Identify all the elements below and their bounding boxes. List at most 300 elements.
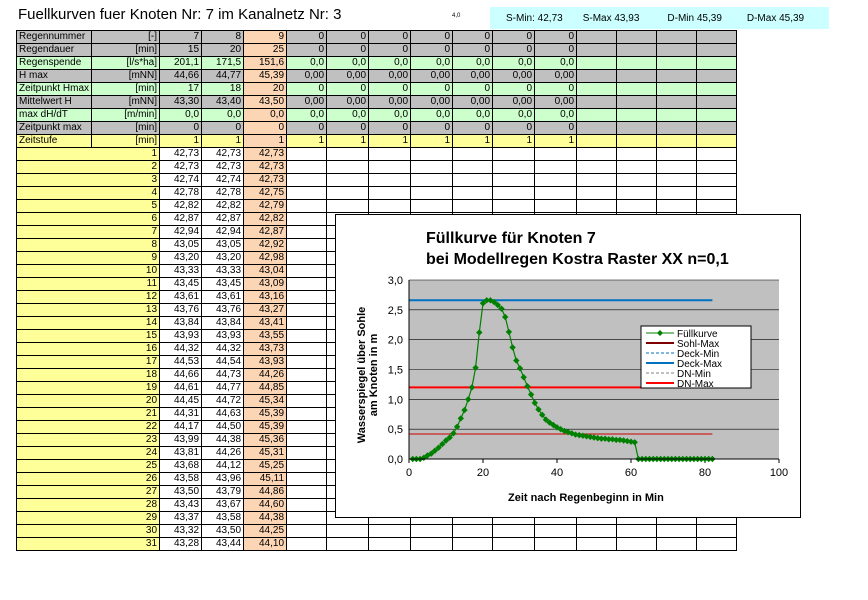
empty-cell[interactable] xyxy=(617,44,657,57)
level-value-cell[interactable]: 43,50 xyxy=(160,486,202,499)
param-value-cell[interactable]: 1 xyxy=(493,135,535,148)
empty-cell[interactable] xyxy=(657,70,697,83)
level-value-cell[interactable]: 42,75 xyxy=(244,187,287,200)
param-value-cell[interactable]: 0 xyxy=(453,31,493,44)
empty-cell[interactable] xyxy=(535,148,577,161)
empty-cell[interactable] xyxy=(327,187,369,200)
empty-cell[interactable] xyxy=(287,265,327,278)
level-value-cell[interactable]: 44,86 xyxy=(244,486,287,499)
empty-cell[interactable] xyxy=(657,538,697,551)
level-value-cell[interactable]: 44,38 xyxy=(202,434,244,447)
param-value-cell[interactable]: 0 xyxy=(327,44,369,57)
empty-cell[interactable] xyxy=(697,187,737,200)
empty-cell[interactable] xyxy=(657,96,697,109)
time-step-cell[interactable]: 19 xyxy=(17,382,160,395)
param-value-cell[interactable]: 43,40 xyxy=(202,96,244,109)
empty-cell[interactable] xyxy=(287,525,327,538)
time-step-cell[interactable]: 21 xyxy=(17,408,160,421)
empty-cell[interactable] xyxy=(287,226,327,239)
empty-cell[interactable] xyxy=(697,109,737,122)
param-value-cell[interactable]: 0,00 xyxy=(287,70,327,83)
param-value-cell[interactable]: 0 xyxy=(287,83,327,96)
level-value-cell[interactable]: 44,66 xyxy=(160,369,202,382)
empty-cell[interactable] xyxy=(493,174,535,187)
empty-cell[interactable] xyxy=(617,161,657,174)
param-value-cell[interactable]: 43,30 xyxy=(160,96,202,109)
level-value-cell[interactable]: 43,41 xyxy=(244,317,287,330)
time-step-cell[interactable]: 1 xyxy=(17,148,160,161)
level-value-cell[interactable]: 43,43 xyxy=(160,499,202,512)
param-value-cell[interactable]: 0,0 xyxy=(287,57,327,70)
level-value-cell[interactable]: 44,26 xyxy=(202,447,244,460)
level-value-cell[interactable]: 44,60 xyxy=(244,499,287,512)
param-value-cell[interactable]: 0,0 xyxy=(327,109,369,122)
empty-cell[interactable] xyxy=(453,161,493,174)
level-value-cell[interactable]: 43,99 xyxy=(160,434,202,447)
level-value-cell[interactable]: 43,84 xyxy=(160,317,202,330)
time-step-cell[interactable]: 29 xyxy=(17,512,160,525)
empty-cell[interactable] xyxy=(617,148,657,161)
time-step-cell[interactable]: 10 xyxy=(17,265,160,278)
empty-cell[interactable] xyxy=(617,31,657,44)
empty-cell[interactable] xyxy=(287,447,327,460)
level-value-cell[interactable]: 43,84 xyxy=(202,317,244,330)
param-label[interactable]: Zeitstufe xyxy=(17,135,92,148)
param-value-cell[interactable]: 0,00 xyxy=(411,70,453,83)
empty-cell[interactable] xyxy=(617,96,657,109)
param-label[interactable]: Mittelwert H xyxy=(17,96,92,109)
param-value-cell[interactable]: 0 xyxy=(535,122,577,135)
time-step-cell[interactable]: 12 xyxy=(17,291,160,304)
param-value-cell[interactable]: 0 xyxy=(202,122,244,135)
empty-cell[interactable] xyxy=(287,356,327,369)
level-value-cell[interactable]: 42,87 xyxy=(202,213,244,226)
empty-cell[interactable] xyxy=(287,395,327,408)
param-value-cell[interactable]: 0 xyxy=(493,31,535,44)
level-value-cell[interactable]: 43,61 xyxy=(202,291,244,304)
level-value-cell[interactable]: 42,82 xyxy=(244,213,287,226)
empty-cell[interactable] xyxy=(617,57,657,70)
param-value-cell[interactable]: 0 xyxy=(327,83,369,96)
param-value-cell[interactable]: 0 xyxy=(327,122,369,135)
empty-cell[interactable] xyxy=(617,174,657,187)
empty-cell[interactable] xyxy=(411,200,453,213)
empty-cell[interactable] xyxy=(697,538,737,551)
param-value-cell[interactable]: 1 xyxy=(327,135,369,148)
empty-cell[interactable] xyxy=(577,109,617,122)
level-value-cell[interactable]: 44,26 xyxy=(244,369,287,382)
empty-cell[interactable] xyxy=(577,187,617,200)
level-value-cell[interactable]: 42,87 xyxy=(160,213,202,226)
time-step-cell[interactable]: 31 xyxy=(17,538,160,551)
param-value-cell[interactable]: 0,0 xyxy=(411,109,453,122)
param-value-cell[interactable]: 0 xyxy=(287,122,327,135)
empty-cell[interactable] xyxy=(287,278,327,291)
time-step-cell[interactable]: 26 xyxy=(17,473,160,486)
empty-cell[interactable] xyxy=(287,330,327,343)
param-value-cell[interactable]: 0,0 xyxy=(453,109,493,122)
level-value-cell[interactable]: 44,38 xyxy=(244,512,287,525)
empty-cell[interactable] xyxy=(493,538,535,551)
empty-cell[interactable] xyxy=(657,161,697,174)
empty-cell[interactable] xyxy=(287,421,327,434)
param-value-cell[interactable]: 1 xyxy=(453,135,493,148)
time-step-cell[interactable]: 28 xyxy=(17,499,160,512)
param-value-cell[interactable]: 0,00 xyxy=(369,96,411,109)
param-value-cell[interactable]: 0,0 xyxy=(202,109,244,122)
level-value-cell[interactable]: 42,73 xyxy=(202,148,244,161)
empty-cell[interactable] xyxy=(697,525,737,538)
level-value-cell[interactable]: 42,94 xyxy=(202,226,244,239)
param-unit[interactable]: [mNN] xyxy=(92,70,160,83)
param-value-cell[interactable]: 0,00 xyxy=(535,96,577,109)
empty-cell[interactable] xyxy=(287,317,327,330)
level-value-cell[interactable]: 43,05 xyxy=(202,239,244,252)
param-value-cell[interactable]: 0,0 xyxy=(327,57,369,70)
chart-box[interactable] xyxy=(335,214,801,518)
empty-cell[interactable] xyxy=(577,122,617,135)
param-label[interactable]: Zeitpunkt Hmax xyxy=(17,83,92,96)
empty-cell[interactable] xyxy=(411,148,453,161)
empty-cell[interactable] xyxy=(617,525,657,538)
param-label[interactable]: H max xyxy=(17,70,92,83)
empty-cell[interactable] xyxy=(327,174,369,187)
empty-cell[interactable] xyxy=(657,200,697,213)
empty-cell[interactable] xyxy=(617,109,657,122)
param-value-cell[interactable]: 0,0 xyxy=(535,109,577,122)
level-value-cell[interactable]: 43,05 xyxy=(160,239,202,252)
empty-cell[interactable] xyxy=(577,70,617,83)
param-value-cell[interactable]: 0 xyxy=(493,122,535,135)
empty-cell[interactable] xyxy=(287,538,327,551)
param-value-cell[interactable]: 0,00 xyxy=(453,96,493,109)
empty-cell[interactable] xyxy=(369,161,411,174)
empty-cell[interactable] xyxy=(369,148,411,161)
empty-cell[interactable] xyxy=(535,187,577,200)
level-value-cell[interactable]: 43,61 xyxy=(160,291,202,304)
level-value-cell[interactable]: 45,36 xyxy=(244,434,287,447)
level-value-cell[interactable]: 43,73 xyxy=(244,343,287,356)
empty-cell[interactable] xyxy=(697,96,737,109)
time-step-cell[interactable]: 14 xyxy=(17,317,160,330)
param-label[interactable]: max dH/dT xyxy=(17,109,92,122)
empty-cell[interactable] xyxy=(287,486,327,499)
level-value-cell[interactable]: 43,68 xyxy=(160,460,202,473)
level-value-cell[interactable]: 42,78 xyxy=(202,187,244,200)
level-value-cell[interactable]: 42,82 xyxy=(160,200,202,213)
level-value-cell[interactable]: 42,73 xyxy=(202,161,244,174)
empty-cell[interactable] xyxy=(453,200,493,213)
empty-cell[interactable] xyxy=(287,512,327,525)
empty-cell[interactable] xyxy=(287,473,327,486)
level-value-cell[interactable]: 43,76 xyxy=(202,304,244,317)
level-value-cell[interactable]: 44,61 xyxy=(160,382,202,395)
empty-cell[interactable] xyxy=(287,369,327,382)
empty-cell[interactable] xyxy=(287,460,327,473)
empty-cell[interactable] xyxy=(617,135,657,148)
time-step-cell[interactable]: 27 xyxy=(17,486,160,499)
param-value-cell[interactable]: 0,00 xyxy=(411,96,453,109)
level-value-cell[interactable]: 44,31 xyxy=(160,408,202,421)
empty-cell[interactable] xyxy=(657,122,697,135)
param-value-cell[interactable]: 0,00 xyxy=(493,96,535,109)
empty-cell[interactable] xyxy=(493,148,535,161)
param-value-cell[interactable]: 0,00 xyxy=(327,70,369,83)
level-value-cell[interactable]: 44,10 xyxy=(244,538,287,551)
empty-cell[interactable] xyxy=(287,200,327,213)
param-value-cell[interactable]: 44,66 xyxy=(160,70,202,83)
empty-cell[interactable] xyxy=(617,83,657,96)
level-value-cell[interactable]: 42,74 xyxy=(160,174,202,187)
empty-cell[interactable] xyxy=(411,187,453,200)
empty-cell[interactable] xyxy=(617,122,657,135)
level-value-cell[interactable]: 44,45 xyxy=(160,395,202,408)
empty-cell[interactable] xyxy=(327,200,369,213)
level-value-cell[interactable]: 44,85 xyxy=(244,382,287,395)
level-value-cell[interactable]: 43,93 xyxy=(244,356,287,369)
time-step-cell[interactable]: 4 xyxy=(17,187,160,200)
level-value-cell[interactable]: 44,73 xyxy=(202,369,244,382)
time-step-cell[interactable]: 24 xyxy=(17,447,160,460)
time-step-cell[interactable]: 2 xyxy=(17,161,160,174)
level-value-cell[interactable]: 42,87 xyxy=(244,226,287,239)
param-value-cell[interactable]: 7 xyxy=(160,31,202,44)
level-value-cell[interactable]: 45,31 xyxy=(244,447,287,460)
param-value-cell[interactable]: 0,00 xyxy=(493,70,535,83)
param-value-cell[interactable]: 0,00 xyxy=(535,70,577,83)
empty-cell[interactable] xyxy=(577,538,617,551)
level-value-cell[interactable]: 44,50 xyxy=(202,421,244,434)
param-value-cell[interactable]: 1 xyxy=(160,135,202,148)
param-value-cell[interactable]: 0,0 xyxy=(411,57,453,70)
level-value-cell[interactable]: 42,73 xyxy=(244,174,287,187)
empty-cell[interactable] xyxy=(617,538,657,551)
empty-cell[interactable] xyxy=(411,161,453,174)
empty-cell[interactable] xyxy=(453,525,493,538)
level-value-cell[interactable]: 43,93 xyxy=(202,330,244,343)
time-step-cell[interactable]: 6 xyxy=(17,213,160,226)
level-value-cell[interactable]: 42,78 xyxy=(160,187,202,200)
param-value-cell[interactable]: 0 xyxy=(493,44,535,57)
time-step-cell[interactable]: 13 xyxy=(17,304,160,317)
param-value-cell[interactable]: 0 xyxy=(411,31,453,44)
empty-cell[interactable] xyxy=(657,109,697,122)
empty-cell[interactable] xyxy=(369,187,411,200)
level-value-cell[interactable]: 43,81 xyxy=(160,447,202,460)
empty-cell[interactable] xyxy=(327,148,369,161)
level-value-cell[interactable]: 44,53 xyxy=(160,356,202,369)
level-value-cell[interactable]: 43,27 xyxy=(244,304,287,317)
empty-cell[interactable] xyxy=(657,31,697,44)
param-value-cell[interactable]: 0 xyxy=(411,122,453,135)
level-value-cell[interactable]: 43,28 xyxy=(160,538,202,551)
empty-cell[interactable] xyxy=(287,291,327,304)
time-step-cell[interactable]: 18 xyxy=(17,369,160,382)
empty-cell[interactable] xyxy=(697,57,737,70)
param-unit[interactable]: [-] xyxy=(92,31,160,44)
level-value-cell[interactable]: 44,72 xyxy=(202,395,244,408)
level-value-cell[interactable]: 43,44 xyxy=(202,538,244,551)
empty-cell[interactable] xyxy=(657,187,697,200)
empty-cell[interactable] xyxy=(453,538,493,551)
empty-cell[interactable] xyxy=(411,538,453,551)
level-value-cell[interactable]: 43,67 xyxy=(202,499,244,512)
empty-cell[interactable] xyxy=(577,148,617,161)
param-value-cell[interactable]: 0,0 xyxy=(287,109,327,122)
empty-cell[interactable] xyxy=(697,148,737,161)
param-value-cell[interactable]: 0,0 xyxy=(493,57,535,70)
level-value-cell[interactable]: 44,12 xyxy=(202,460,244,473)
empty-cell[interactable] xyxy=(577,31,617,44)
param-value-cell[interactable]: 0,00 xyxy=(369,70,411,83)
time-step-cell[interactable]: 23 xyxy=(17,434,160,447)
empty-cell[interactable] xyxy=(657,83,697,96)
empty-cell[interactable] xyxy=(327,525,369,538)
empty-cell[interactable] xyxy=(369,174,411,187)
level-value-cell[interactable]: 43,45 xyxy=(202,278,244,291)
param-value-cell[interactable]: 0 xyxy=(287,31,327,44)
time-step-cell[interactable]: 22 xyxy=(17,421,160,434)
empty-cell[interactable] xyxy=(657,174,697,187)
empty-cell[interactable] xyxy=(287,213,327,226)
param-value-cell[interactable]: 171,5 xyxy=(202,57,244,70)
level-value-cell[interactable]: 43,50 xyxy=(202,525,244,538)
param-value-cell[interactable]: 0 xyxy=(453,44,493,57)
empty-cell[interactable] xyxy=(453,187,493,200)
empty-cell[interactable] xyxy=(287,174,327,187)
empty-cell[interactable] xyxy=(287,148,327,161)
empty-cell[interactable] xyxy=(657,148,697,161)
param-value-cell[interactable]: 44,77 xyxy=(202,70,244,83)
level-value-cell[interactable]: 43,20 xyxy=(160,252,202,265)
param-value-cell[interactable]: 0 xyxy=(453,83,493,96)
empty-cell[interactable] xyxy=(327,538,369,551)
level-value-cell[interactable]: 44,77 xyxy=(202,382,244,395)
param-value-cell[interactable]: 0,0 xyxy=(160,109,202,122)
level-value-cell[interactable]: 42,94 xyxy=(160,226,202,239)
level-value-cell[interactable]: 44,32 xyxy=(160,343,202,356)
param-unit[interactable]: [mNN] xyxy=(92,96,160,109)
empty-cell[interactable] xyxy=(493,187,535,200)
level-value-cell[interactable]: 43,09 xyxy=(244,278,287,291)
empty-cell[interactable] xyxy=(577,57,617,70)
level-value-cell[interactable]: 45,11 xyxy=(244,473,287,486)
time-step-cell[interactable]: 30 xyxy=(17,525,160,538)
param-value-cell[interactable]: 0 xyxy=(369,31,411,44)
time-step-cell[interactable]: 16 xyxy=(17,343,160,356)
param-value-cell[interactable]: 0,0 xyxy=(493,109,535,122)
time-step-cell[interactable]: 5 xyxy=(17,200,160,213)
time-step-cell[interactable]: 15 xyxy=(17,330,160,343)
empty-cell[interactable] xyxy=(287,239,327,252)
level-value-cell[interactable]: 45,34 xyxy=(244,395,287,408)
empty-cell[interactable] xyxy=(287,408,327,421)
empty-cell[interactable] xyxy=(617,70,657,83)
empty-cell[interactable] xyxy=(697,122,737,135)
empty-cell[interactable] xyxy=(327,161,369,174)
param-unit[interactable]: [min] xyxy=(92,44,160,57)
param-value-cell[interactable]: 17 xyxy=(160,83,202,96)
empty-cell[interactable] xyxy=(287,304,327,317)
level-value-cell[interactable]: 42,92 xyxy=(244,239,287,252)
param-unit[interactable]: [min] xyxy=(92,135,160,148)
empty-cell[interactable] xyxy=(577,174,617,187)
empty-cell[interactable] xyxy=(657,525,697,538)
empty-cell[interactable] xyxy=(493,200,535,213)
param-unit[interactable]: [min] xyxy=(92,122,160,135)
param-value-cell[interactable]: 0,0 xyxy=(369,57,411,70)
empty-cell[interactable] xyxy=(657,57,697,70)
param-value-cell[interactable]: 0 xyxy=(493,83,535,96)
param-value-cell[interactable]: 0,0 xyxy=(369,109,411,122)
level-value-cell[interactable]: 43,55 xyxy=(244,330,287,343)
level-value-cell[interactable]: 43,45 xyxy=(160,278,202,291)
empty-cell[interactable] xyxy=(287,499,327,512)
param-label[interactable]: Regennummer xyxy=(17,31,92,44)
param-value-cell[interactable]: 1 xyxy=(202,135,244,148)
level-value-cell[interactable]: 43,93 xyxy=(160,330,202,343)
empty-cell[interactable] xyxy=(287,343,327,356)
param-value-cell[interactable]: 0,00 xyxy=(327,96,369,109)
level-value-cell[interactable]: 42,74 xyxy=(202,174,244,187)
empty-cell[interactable] xyxy=(287,382,327,395)
level-value-cell[interactable]: 44,25 xyxy=(244,525,287,538)
empty-cell[interactable] xyxy=(287,187,327,200)
empty-cell[interactable] xyxy=(657,135,697,148)
empty-cell[interactable] xyxy=(577,200,617,213)
param-label[interactable]: Zeitpunkt max xyxy=(17,122,92,135)
time-step-cell[interactable]: 11 xyxy=(17,278,160,291)
param-value-cell[interactable]: 45,39 xyxy=(244,70,287,83)
level-value-cell[interactable]: 44,32 xyxy=(202,343,244,356)
empty-cell[interactable] xyxy=(577,525,617,538)
empty-cell[interactable] xyxy=(577,135,617,148)
level-value-cell[interactable]: 45,25 xyxy=(244,460,287,473)
param-value-cell[interactable]: 0 xyxy=(453,122,493,135)
param-value-cell[interactable]: 0 xyxy=(411,83,453,96)
empty-cell[interactable] xyxy=(577,83,617,96)
level-value-cell[interactable]: 43,33 xyxy=(160,265,202,278)
empty-cell[interactable] xyxy=(287,434,327,447)
param-value-cell[interactable]: 20 xyxy=(202,44,244,57)
param-value-cell[interactable]: 0 xyxy=(287,44,327,57)
level-value-cell[interactable]: 43,04 xyxy=(244,265,287,278)
param-value-cell[interactable]: 9 xyxy=(244,31,287,44)
empty-cell[interactable] xyxy=(535,200,577,213)
param-unit[interactable]: [l/s*ha] xyxy=(92,57,160,70)
param-value-cell[interactable]: 0 xyxy=(327,31,369,44)
empty-cell[interactable] xyxy=(493,161,535,174)
param-value-cell[interactable]: 151,6 xyxy=(244,57,287,70)
param-value-cell[interactable]: 0,00 xyxy=(287,96,327,109)
empty-cell[interactable] xyxy=(697,44,737,57)
empty-cell[interactable] xyxy=(453,174,493,187)
param-value-cell[interactable]: 1 xyxy=(535,135,577,148)
empty-cell[interactable] xyxy=(577,44,617,57)
empty-cell[interactable] xyxy=(697,135,737,148)
empty-cell[interactable] xyxy=(617,200,657,213)
param-value-cell[interactable]: 0 xyxy=(535,83,577,96)
param-value-cell[interactable]: 1 xyxy=(287,135,327,148)
empty-cell[interactable] xyxy=(697,83,737,96)
empty-cell[interactable] xyxy=(535,161,577,174)
level-value-cell[interactable]: 42,98 xyxy=(244,252,287,265)
level-value-cell[interactable]: 44,63 xyxy=(202,408,244,421)
param-value-cell[interactable]: 0 xyxy=(535,44,577,57)
empty-cell[interactable] xyxy=(577,161,617,174)
param-value-cell[interactable]: 0 xyxy=(244,122,287,135)
param-value-cell[interactable]: 20 xyxy=(244,83,287,96)
